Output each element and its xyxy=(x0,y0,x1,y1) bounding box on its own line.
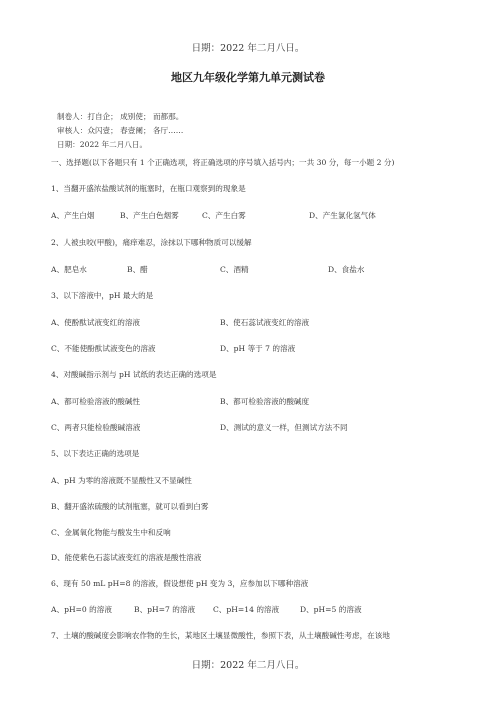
option-b: B、都可检验溶液的酸碱度 xyxy=(220,397,310,406)
header-date: 日期：2022 年二月八日。 xyxy=(191,43,305,54)
option-d: D、pH 等于 7 的溶液 xyxy=(220,344,296,353)
option-b: B、pH=7 的溶液 xyxy=(134,605,196,614)
option-d: D、测试的意义一样，但测试方法不同 xyxy=(220,423,348,432)
meta-date-line: 日期：2022 年二月八日。 xyxy=(57,140,148,149)
author-line: 制卷人：打自企； 成别使； 而都那。 xyxy=(57,112,184,121)
option-a: A、pH=0 的溶液 xyxy=(51,605,112,614)
section-heading: 一、选择题(以下各题只有 1 个正确选项，将正确选项的序号填入括号内；一共 30 分，每一小题 2 分) xyxy=(51,158,395,167)
option-c: C、不能使酚酞试液变色的溶液 xyxy=(51,344,156,353)
option-a: A、肥皂水 xyxy=(51,265,87,274)
question-5-stem: 5、以下表达正确的选项是 xyxy=(51,449,140,458)
option-c: C、酒精 xyxy=(220,265,249,274)
question-5-option-b: B、翻开盛浓硫酸的试剂瓶塞，就可以看到白雾 xyxy=(51,502,209,511)
option-a: A、产生白烟 xyxy=(51,211,95,220)
question-1-stem: 1、当翻开盛浓盐酸试剂的瓶塞时，在瓶口观察到的现象是 xyxy=(51,184,246,193)
footer-date: 日期：2022 年二月八日。 xyxy=(191,660,305,671)
question-5-option-a: A、pH 为零的溶液既不显酸性又不显碱性 xyxy=(51,476,192,485)
option-c: C、产生白雾 xyxy=(202,211,246,220)
question-2-stem: 2、人被虫咬(甲酸)，痛痒难忍，涂抹以下哪种物质可以缓解 xyxy=(51,238,252,247)
question-5-option-c: C、金属氧化物能与酸发生中和反响 xyxy=(51,528,171,537)
question-3-stem: 3、以下溶液中，pH 最大的是 xyxy=(51,291,154,300)
option-a: A、使酚酞试液变红的溶液 xyxy=(51,318,141,327)
option-d: D、产生氯化氢气体 xyxy=(309,211,376,220)
question-6-stem: 6、现有 50 mL pH=8 的溶液，假设想使 pH 变为 3，应参加以下哪种溶液 xyxy=(51,579,309,588)
question-7-stem: 7、土壤的酸碱度会影响农作物的生长，某地区土壤显微酸性，参照下表，从土壤酸碱性考虑，在该地 xyxy=(51,631,390,640)
option-b: B、使石蕊试液变红的溶液 xyxy=(220,318,310,327)
option-d: D、食盐水 xyxy=(328,265,365,274)
option-c: C、两者只能检验酸碱溶液 xyxy=(51,423,141,432)
option-b: B、醋 xyxy=(127,265,148,274)
reviewer-line: 审核人：众闪壹； 春壹阑； 各厅…… xyxy=(57,126,184,135)
option-c: C、pH=14 的溶液 xyxy=(213,605,280,614)
option-a: A、都可检验溶液的酸碱性 xyxy=(51,397,141,406)
question-4-stem: 4、对酸碱指示剂与 pH 试纸的表达正确的选项是 xyxy=(51,370,217,379)
option-b: B、产生白色烟雾 xyxy=(120,211,179,220)
page-title: 地区九年级化学第九单元测试卷 xyxy=(171,71,325,84)
question-5-option-d: D、能使紫色石蕊试液变红的溶液是酸性溶液 xyxy=(51,553,202,562)
option-d: D、pH=5 的溶液 xyxy=(300,605,362,614)
